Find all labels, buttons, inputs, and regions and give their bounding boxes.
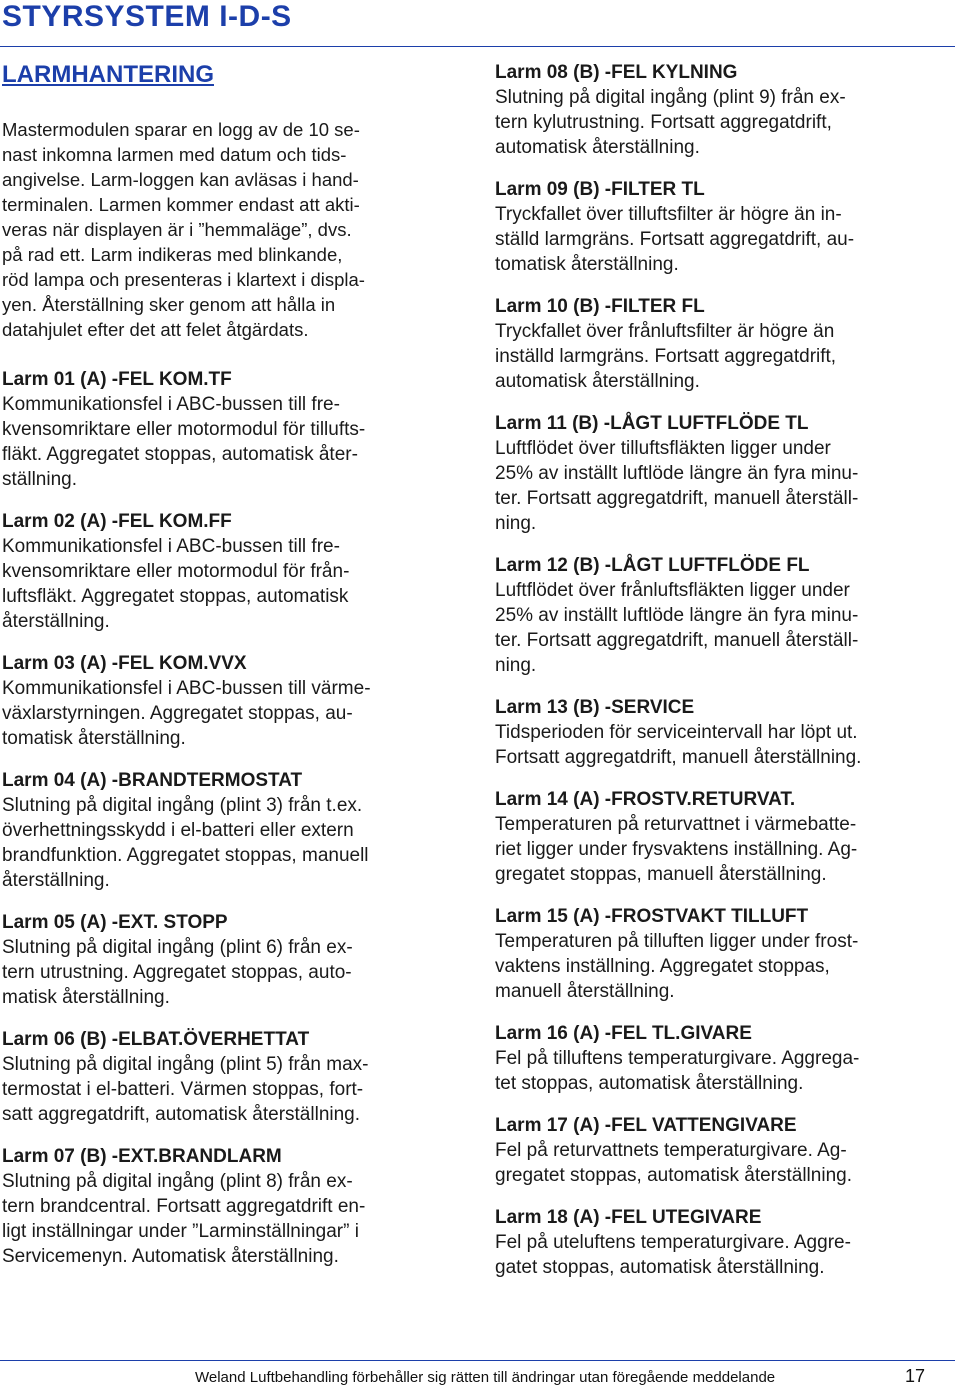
alarm-description-line: gregatet stoppas, automatisk återställning. [495, 1165, 852, 1186]
section-title: LARMHANTERING [2, 61, 214, 88]
alarm-description-line: tern utrustning. Aggregatet stoppas, auto- [2, 962, 352, 983]
alarm-title: Larm 03 (A) -FEL KOM.VVX [2, 653, 247, 674]
alarm-title: Larm 09 (B) -FILTER TL [495, 179, 705, 200]
alarm-description-line: Temperaturen på returvattnet i värmebatte- [495, 814, 857, 835]
alarm-description-line: Tryckfallet över frånluftsfilter är högre än [495, 321, 835, 342]
alarm-title: Larm 13 (B) -SERVICE [495, 697, 695, 718]
alarm-description-line: inställd larmgräns. Fortsatt aggregatdrift, [495, 346, 837, 367]
alarm-description-line: Slutning på digital ingång (plint 6) från ex- [2, 937, 353, 958]
alarm-title: Larm 15 (A) -FROSTVAKT TILLUFT [495, 906, 809, 927]
alarm-description-line: gatet stoppas, automatisk återställning. [495, 1257, 825, 1278]
alarm-title: Larm 14 (A) -FROSTV.RETURVAT. [495, 789, 796, 810]
alarm-description-line: automatisk återställning. [495, 371, 700, 392]
alarm-description-line: ställning. [2, 469, 77, 490]
alarm-description-line: 25% av inställt luftlöde längre än fyra minu- [495, 463, 859, 484]
alarm-title: Larm 17 (A) -FEL VATTENGIVARE [495, 1115, 797, 1136]
alarm-description-line: luftsfläkt. Aggregatet stoppas, automatisk [2, 586, 349, 607]
alarm-description-line: kvensomriktare eller motormodul för tillufts- [2, 419, 366, 440]
alarm-description-line: Luftflödet över tilluftsfläkten ligger under [495, 438, 831, 459]
alarm-description-line: tomatisk återställning. [2, 728, 186, 749]
alarm-description-line: Slutning på digital ingång (plint 5) från max- [2, 1054, 369, 1075]
alarm-description-line: överhettningsskydd i el-batteri eller extern [2, 820, 354, 841]
alarm-description-line: återställning. [2, 870, 110, 891]
alarm-description-line: gregatet stoppas, manuell återställning. [495, 864, 827, 885]
alarm-title: Larm 10 (B) -FILTER FL [495, 296, 705, 317]
alarm-title: Larm 04 (A) -BRANDTERMOSTAT [2, 770, 303, 791]
alarm-description-line: Tryckfallet över tilluftsfilter är högre än in- [495, 204, 842, 225]
alarm-description-line: Kommunikationsfel i ABC-bussen till fre- [2, 394, 340, 415]
intro-line: angivelse. Larm-loggen kan avläsas i hand- [2, 169, 359, 190]
alarm-title: Larm 07 (B) -EXT.BRANDLARM [2, 1146, 282, 1167]
alarm-description-line: återställning. [2, 611, 110, 632]
alarm-description-line: ter. Fortsatt aggregatdrift, manuell återställ- [495, 488, 859, 509]
alarm-description-line: ställd larmgräns. Fortsatt aggregatdrift, au- [495, 229, 855, 250]
alarm-title: Larm 11 (B) -LÅGT LUFTFLÖDE TL [495, 413, 809, 434]
alarm-description-line: brandfunktion. Aggregatet stoppas, manuell [2, 845, 369, 866]
page-number: 17 [905, 1366, 926, 1386]
alarm-description-line: Luftflödet över frånluftsfläkten ligger under [495, 580, 850, 601]
alarm-description-line: Kommunikationsfel i ABC-bussen till värme- [2, 678, 371, 699]
intro-line: på rad ett. Larm indikeras med blinkande, [2, 244, 343, 265]
alarm-title: Larm 16 (A) -FEL TL.GIVARE [495, 1023, 752, 1044]
alarm-description-line: Fel på returvattnets temperaturgivare. Ag- [495, 1140, 847, 1161]
footer-rule [0, 1360, 955, 1361]
alarm-title: Larm 01 (A) -FEL KOM.TF [2, 369, 232, 390]
alarm-description-line: växlarstyrningen. Aggregatet stoppas, au- [2, 703, 353, 724]
document-title: STYRSYSTEM I-D-S [2, 0, 292, 33]
alarm-description-line: Fortsatt aggregatdrift, manuell återställning. [495, 747, 862, 768]
alarm-description-line: Tidsperioden för serviceintervall har löpt ut. [495, 722, 858, 743]
alarm-description-line: tet stoppas, automatisk återställning. [495, 1073, 804, 1094]
alarm-description-line: manuell återställning. [495, 981, 675, 1002]
alarm-description-line: tern brandcentral. Fortsatt aggregatdrift en- [2, 1196, 366, 1217]
alarm-description-line: ligt inställningar under ”Larminställningar” i [2, 1221, 359, 1242]
alarm-description-line: Slutning på digital ingång (plint 3) från t.ex. [2, 795, 363, 816]
alarm-description-line: Servicemenyn. Automatisk återställning. [2, 1246, 339, 1267]
alarm-description-line: ter. Fortsatt aggregatdrift, manuell återställ- [495, 630, 859, 651]
footer-disclaimer: Weland Luftbehandling förbehåller sig rätten till ändringar utan föregående meddelande [195, 1369, 776, 1386]
alarm-title: Larm 02 (A) -FEL KOM.FF [2, 511, 232, 532]
alarm-title: Larm 05 (A) -EXT. STOPP [2, 912, 228, 933]
alarm-description-line: 25% av inställt luftlöde längre än fyra minu- [495, 605, 859, 626]
alarm-title: Larm 06 (B) -ELBAT.ÖVERHETTAT [2, 1029, 310, 1050]
intro-line: veras när displayen är i ”hemmaläge”, dvs. [2, 219, 352, 240]
alarm-description-line: matisk återställning. [2, 987, 170, 1008]
alarm-description-line: satt aggregatdrift, automatisk återställning. [2, 1104, 361, 1125]
header-rule [0, 46, 955, 47]
intro-line: nast inkomna larmen med datum och tids- [2, 144, 347, 165]
alarm-description-line: Temperaturen på tilluften ligger under frost- [495, 931, 859, 952]
intro-line: yen. Återställning sker genom att hålla in [2, 294, 336, 315]
intro-line: Mastermodulen sparar en logg av de 10 se- [2, 119, 360, 140]
alarm-description-line: fläkt. Aggregatet stoppas, automatisk åter- [2, 444, 358, 465]
intro-line: terminalen. Larmen kommer endast att akti- [2, 194, 360, 215]
alarm-description-line: Fel på uteluftens temperaturgivare. Aggre- [495, 1232, 851, 1253]
alarm-description-line: Slutning på digital ingång (plint 9) från ex- [495, 87, 846, 108]
alarm-description-line: tomatisk återställning. [495, 254, 679, 275]
alarm-description-line: Slutning på digital ingång (plint 8) från ex- [2, 1171, 353, 1192]
alarm-description-line: kvensomriktare eller motormodul för från- [2, 561, 350, 582]
alarm-title: Larm 08 (B) -FEL KYLNING [495, 62, 738, 83]
alarm-description-line: Fel på tilluftens temperaturgivare. Aggrega- [495, 1048, 860, 1069]
alarm-description-line: vaktens inställning. Aggregatet stoppas, [495, 956, 830, 977]
alarm-description-line: tern kylutrustning. Fortsatt aggregatdrift, [495, 112, 832, 133]
alarm-description-line: ning. [495, 513, 537, 534]
alarm-description-line: Kommunikationsfel i ABC-bussen till fre- [2, 536, 340, 557]
alarm-description-line: ning. [495, 655, 537, 676]
alarm-description-line: termostat i el-batteri. Värmen stoppas, fort- [2, 1079, 364, 1100]
intro-line: röd lampa och presenteras i klartext i displa- [2, 269, 365, 290]
alarm-description-line: riet ligger under frysvaktens inställning. Ag- [495, 839, 858, 860]
intro-line: datahjulet efter det att felet åtgärdats. [2, 319, 309, 340]
alarm-title: Larm 12 (B) -LÅGT LUFTFLÖDE FL [495, 555, 810, 576]
alarm-description-line: automatisk återställning. [495, 137, 700, 158]
alarm-title: Larm 18 (A) -FEL UTEGIVARE [495, 1207, 762, 1228]
